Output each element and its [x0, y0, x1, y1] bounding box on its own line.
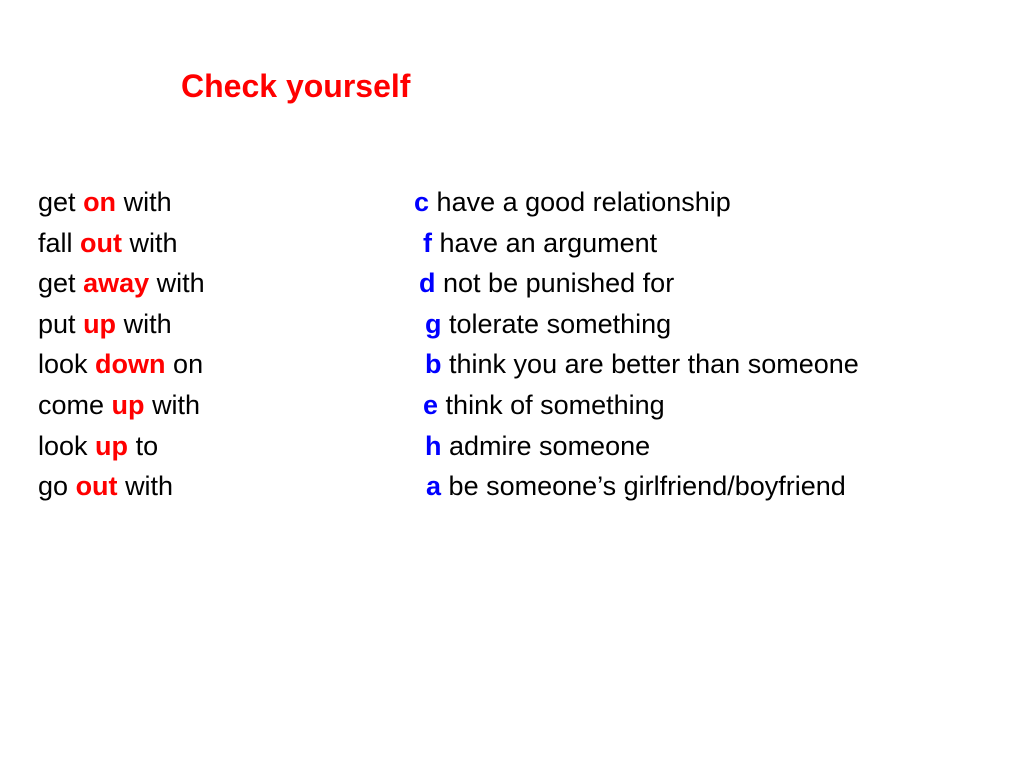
particle-word: out: [75, 471, 118, 502]
particle-word: up: [111, 389, 145, 420]
list-item: [0, 344, 1024, 385]
preposition-word: with: [123, 308, 172, 339]
phrasal-verb: [38, 304, 172, 345]
answer-letter: d: [419, 268, 436, 299]
preposition-word: with: [125, 471, 174, 502]
phrasal-verb: [38, 223, 178, 264]
phrasal-verb: [38, 344, 203, 385]
answer-letter: a: [426, 471, 442, 502]
meaning: [425, 344, 859, 385]
slide-title: Check yourself: [181, 68, 411, 104]
verb-word: look: [38, 349, 88, 380]
list-item: [0, 466, 1024, 507]
particle-word: down: [95, 349, 166, 380]
meaning: [426, 466, 846, 507]
phrasal-verb: [38, 385, 200, 426]
phrasal-verb: [38, 263, 205, 304]
preposition-word: with: [152, 389, 201, 420]
meaning-text: have a good relationship: [436, 187, 731, 217]
answer-letter: f: [423, 227, 432, 258]
meaning: [425, 304, 671, 345]
meaning-text: think you are better than someone: [449, 349, 859, 380]
phrasal-verb: [38, 182, 172, 223]
particle-word: on: [83, 187, 117, 217]
preposition-word: with: [123, 187, 172, 217]
phrasal-verb: [38, 466, 173, 507]
meaning: [423, 385, 665, 426]
preposition-word: to: [135, 430, 159, 461]
preposition-word: with: [156, 268, 205, 299]
list-item: [0, 182, 1024, 223]
phrasal-verb-list: [0, 182, 1024, 507]
particle-word: away: [83, 268, 150, 299]
answer-letter: b: [425, 349, 442, 380]
list-item: [0, 426, 1024, 467]
meaning: [423, 223, 657, 264]
list-item: [0, 223, 1024, 264]
verb-word: get: [38, 187, 76, 217]
meaning-text: think of something: [445, 389, 665, 420]
particle-word: out: [80, 227, 123, 258]
meaning-text: tolerate something: [449, 308, 672, 339]
verb-word: put: [38, 308, 76, 339]
list-item: [0, 385, 1024, 426]
meaning-text: not be punished for: [443, 268, 675, 299]
answer-letter: c: [414, 187, 430, 217]
list-item: [0, 304, 1024, 345]
answer-letter: g: [425, 308, 442, 339]
list-item: [0, 263, 1024, 304]
meaning-text: admire someone: [449, 430, 651, 461]
particle-word: up: [95, 430, 129, 461]
answer-letter: h: [425, 430, 442, 461]
phrasal-verb: [38, 426, 158, 467]
preposition-word: on: [173, 349, 204, 380]
answer-letter: e: [423, 389, 439, 420]
meaning: [419, 263, 674, 304]
preposition-word: with: [129, 227, 178, 258]
meaning: [425, 426, 650, 467]
meaning-text: have an argument: [439, 227, 658, 258]
particle-word: up: [83, 308, 117, 339]
verb-word: get: [38, 268, 76, 299]
verb-word: look: [38, 430, 88, 461]
meaning-text: be someone’s girlfriend/boyfriend: [448, 471, 846, 502]
verb-word: go: [38, 471, 69, 502]
verb-word: come: [38, 389, 105, 420]
meaning: [414, 182, 731, 223]
verb-word: fall: [38, 227, 73, 258]
